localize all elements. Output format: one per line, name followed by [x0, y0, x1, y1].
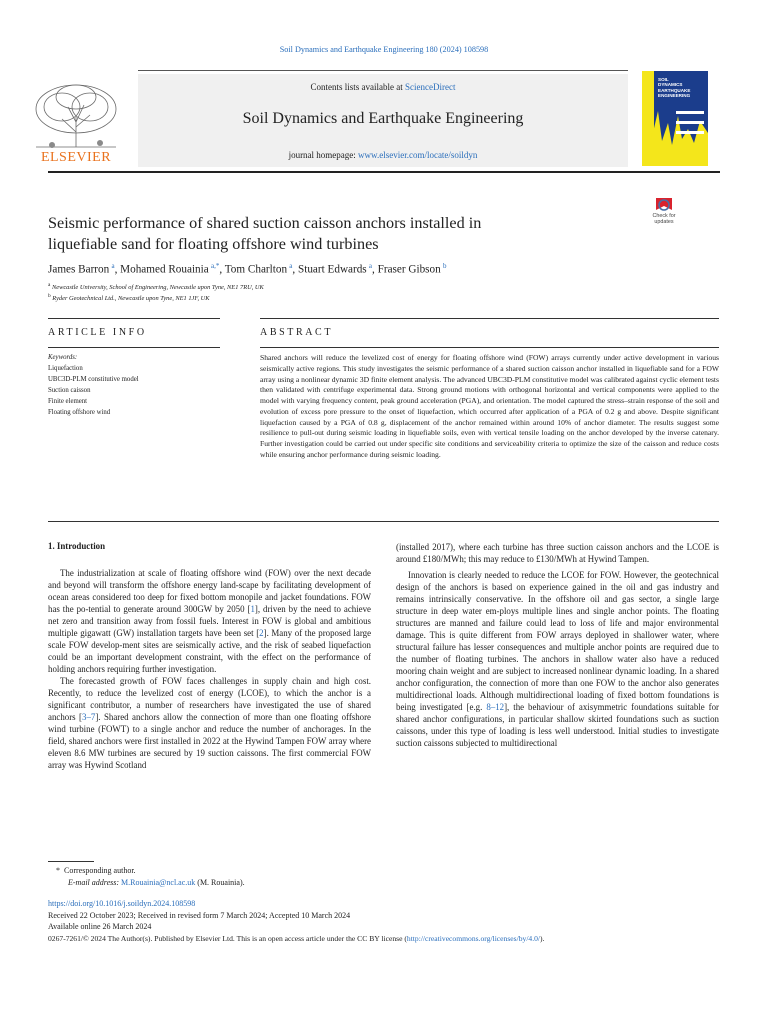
author-affil-link[interactable]: a [289, 262, 293, 270]
sciencedirect-link[interactable]: ScienceDirect [405, 82, 456, 92]
author-list: James Barron $^a$, Mohamed Rouainia $^{a,*}$, Tom Charlton $^a$, Stuart Edwards $^a$, Fraser Gibson $^b$ [48, 262, 447, 276]
abstract-heading: ABSTRACT [260, 327, 334, 338]
cover-title: SOIL DYNAMICS EARTHQUAKE ENGINEERING [658, 77, 691, 99]
author-affil-link[interactable]: a,* [210, 262, 220, 270]
abstract-top-rule [260, 318, 719, 319]
keyword: Finite element [48, 398, 88, 405]
article-info-mid-rule [48, 347, 220, 348]
homepage-prefix: journal homepage: [288, 150, 359, 160]
author: Tom Charlton [224, 263, 288, 276]
journal-homepage-line [138, 150, 628, 160]
section-heading-introduction: 1. Introduction [48, 541, 106, 551]
author: James Barron [48, 263, 110, 276]
running-head[interactable]: Soil Dynamics and Earthquake Engineering 180 (2024) 108598 [279, 45, 489, 54]
paragraph: The forecasted growth of FOW faces challenges in supply chain and high cost. Recently, to reduce the levelized cost of energy (LCOE), to which the anchor is a significant contributor, a number of researchers have investigated the use of shared anchors [3–7]. Shared anchors allow the connection of more than one floating offshore wind turbine (FOWT) to a single anchor and reduce the number of anchorages. In the field, shared anchors were first installed in 2022 at the Hywind Tampen FOW array where eleven 8.6 MW turbines are secured by 19 suction caissons. The first commercial FOW array was Hywind Scotland [48, 676, 371, 770]
article-info-heading: ARTICLE INFO [48, 327, 147, 338]
keyword: UBC3D-PLM constitutive model [48, 376, 139, 383]
body-left-column [48, 567, 371, 771]
license-line: 0267-7261/© 2024 The Author(s). Published by Elsevier Ltd. This is an open access article under the CC BY license (http://creativecommons.org/licenses/by/4.0/). [48, 934, 545, 943]
keyword: Floating offshore wind [48, 409, 111, 416]
footnote-email: E-mail address: M.Rouainia@ncl.ac.uk (M. Rouainia). [68, 878, 245, 887]
article-info-top-rule [48, 318, 220, 319]
header-bottom-rule [48, 171, 720, 173]
license-link[interactable]: http://creativecommons.org/licenses/by/4.0/ [406, 934, 541, 943]
article-title: Seismic performance of shared suction caisson anchors installed in liquefiable sand for floating offshore wind turbines [48, 214, 482, 253]
author-affil-link[interactable]: a [111, 262, 115, 270]
author-affil-link[interactable]: b [442, 262, 447, 270]
paragraph: (installed 2017), where each turbine has three suction caisson anchors and the LCOE is around £180/MWh; this may reduce to £130/MWh at Hywind Tampen. [396, 542, 719, 564]
citation-link[interactable]: 3–7 [82, 712, 96, 722]
journal-title: Soil Dynamics and Earthquake Engineering [242, 110, 524, 127]
received-dates: Received 22 October 2023; Received in revised form 7 March 2024; Accepted 10 March 2024 [48, 911, 351, 920]
author: Fraser Gibson [377, 263, 441, 276]
journal-cover-thumbnail[interactable] [642, 71, 708, 166]
contents-line [138, 82, 628, 92]
author: Mohamed Rouainia [120, 263, 209, 276]
citation-link[interactable]: 1 [250, 604, 255, 614]
keyword: Suction caisson [48, 387, 91, 394]
keyword: Liquefaction [48, 365, 83, 372]
footnote-rule [48, 861, 94, 862]
affiliation: $^a$ Newcastle University, School of Engineering, Newcastle upon Tyne, NE1 7RU, UK [48, 282, 264, 292]
paragraph: Innovation is clearly needed to reduce the LCOE for FOW. However, the geotechnical design of the anchors is based on experience gained in the oil and gas industry and remains intrinsically conservative. In the offshore oil and gas sector, a single large structure in deep water em-ploys multiple lines and single anchor points. The floating structures are manned and failure could lead to loss of life and major environmental damage. This is quite different from FOW arrays deployed in shallower water, where structural failure has lesser consequences and multiple anchor points are required due to the number of floating turbines. The anchors in shallow water also have a reduced mooring chain weight and are subject to increased nonlinear dynamic loading. In a shared anchor configuration, the connection of more than one FOW to the anchor also generates multidirectional loads. Although multidirectional loading of fixed bottom foundations is being investigated [e.g. 8–12], the behaviour of axisymmetric foundations suitable for shared anchor configurations, in particular shallow skirted foundations such as suction caissons, under this type of loading is less well understood. Initial studies to investigate suction caissons subjected to multidirectional [396, 570, 720, 748]
author-affil-link[interactable]: a [368, 262, 373, 270]
contents-prefix: Contents lists available at [310, 82, 405, 92]
citation-link[interactable]: 8–12 [486, 702, 505, 712]
citation-link[interactable]: 2 [259, 628, 264, 638]
abstract-text: Shared anchors will reduce the levelized cost of energy for floating offshore wind (FOW) arrays currently under active development in various seismically active regions. This study investigates the seismic performance of a shared suction caisson anchor installed in liquefiable sand for a FOW array using a nonlinear dynamic 3D finite element analysis. The advanced UBC3D-PLM constitutive model was calibrated against cyclic element tests then validated with centrifuge experimental data. Strong ground motions with orthogonal horizontal and vertical components were applied to the model with varying frequency content, peak ground acceleration (PGA), and orientation. The model captured the stress–strain response of the soil and evolution of excess pore pressure to the onset of liquefaction, which occurred after application of a PGA of 0.2 g and above. Despite significant liquefaction caused by a PGA of 0.8 g, displacement of the anchor remained within around 10% of anchor diameter. The results suggest some resilience to pull-out during seismic loading in liquefiable soils, even with vertical tensile loading on the anchor developed by the inverse catenary. Further investigation could be carried out under specific site conditions and serviceability criteria to optimize the size of the caisson and reduce costs while ensuring anchor performance during seismic loading. [260, 353, 719, 459]
body-right-column [396, 541, 719, 749]
footnote-corresponding: * Corresponding author. [56, 866, 136, 875]
doi-link[interactable]: https://doi.org/10.1016/j.soildyn.2024.108598 [48, 899, 196, 908]
abstract-mid-rule [260, 347, 719, 348]
abstract-bottom-rule [48, 521, 719, 522]
header-top-rule [138, 70, 628, 71]
crossmark-label[interactable]: Check for updates [652, 213, 676, 225]
email-link[interactable]: M.Rouainia@ncl.ac.uk [121, 878, 196, 887]
author: Stuart Edwards [298, 263, 367, 276]
paragraph: The industrialization at scale of floating offshore wind (FOW) over the next decade and beyond will transform the offshore energy land-scape by facilitating development of ocean areas considered too deep for fixed bottom monopile and jacket foundations. FOW has the po-tential to generate around 300GW by 2050 [1], driven by the need to achieve net zero and transition away from fossil fuels. Interest in FOW is global and ambitious multiple gigawatt (GW) installation targets have been set [2]. Many of the proposed large scale FOW develop-ment sites are seismically active, and the risk of seabed liquefaction could be an important development constraint, with the effect on the performance of holding anchors requiring further investigation. [48, 568, 372, 674]
publisher-name: ELSEVIER [40, 150, 112, 165]
homepage-link[interactable]: www.elsevier.com/locate/soildyn [358, 150, 478, 160]
available-online: Available online 26 March 2024 [48, 922, 152, 931]
affiliation: $^b$ Ryder Geotechnical Ltd., Newcastle upon Tyne, NE1 1JF, UK [48, 293, 210, 303]
keywords-label: Keywords: [48, 354, 78, 361]
